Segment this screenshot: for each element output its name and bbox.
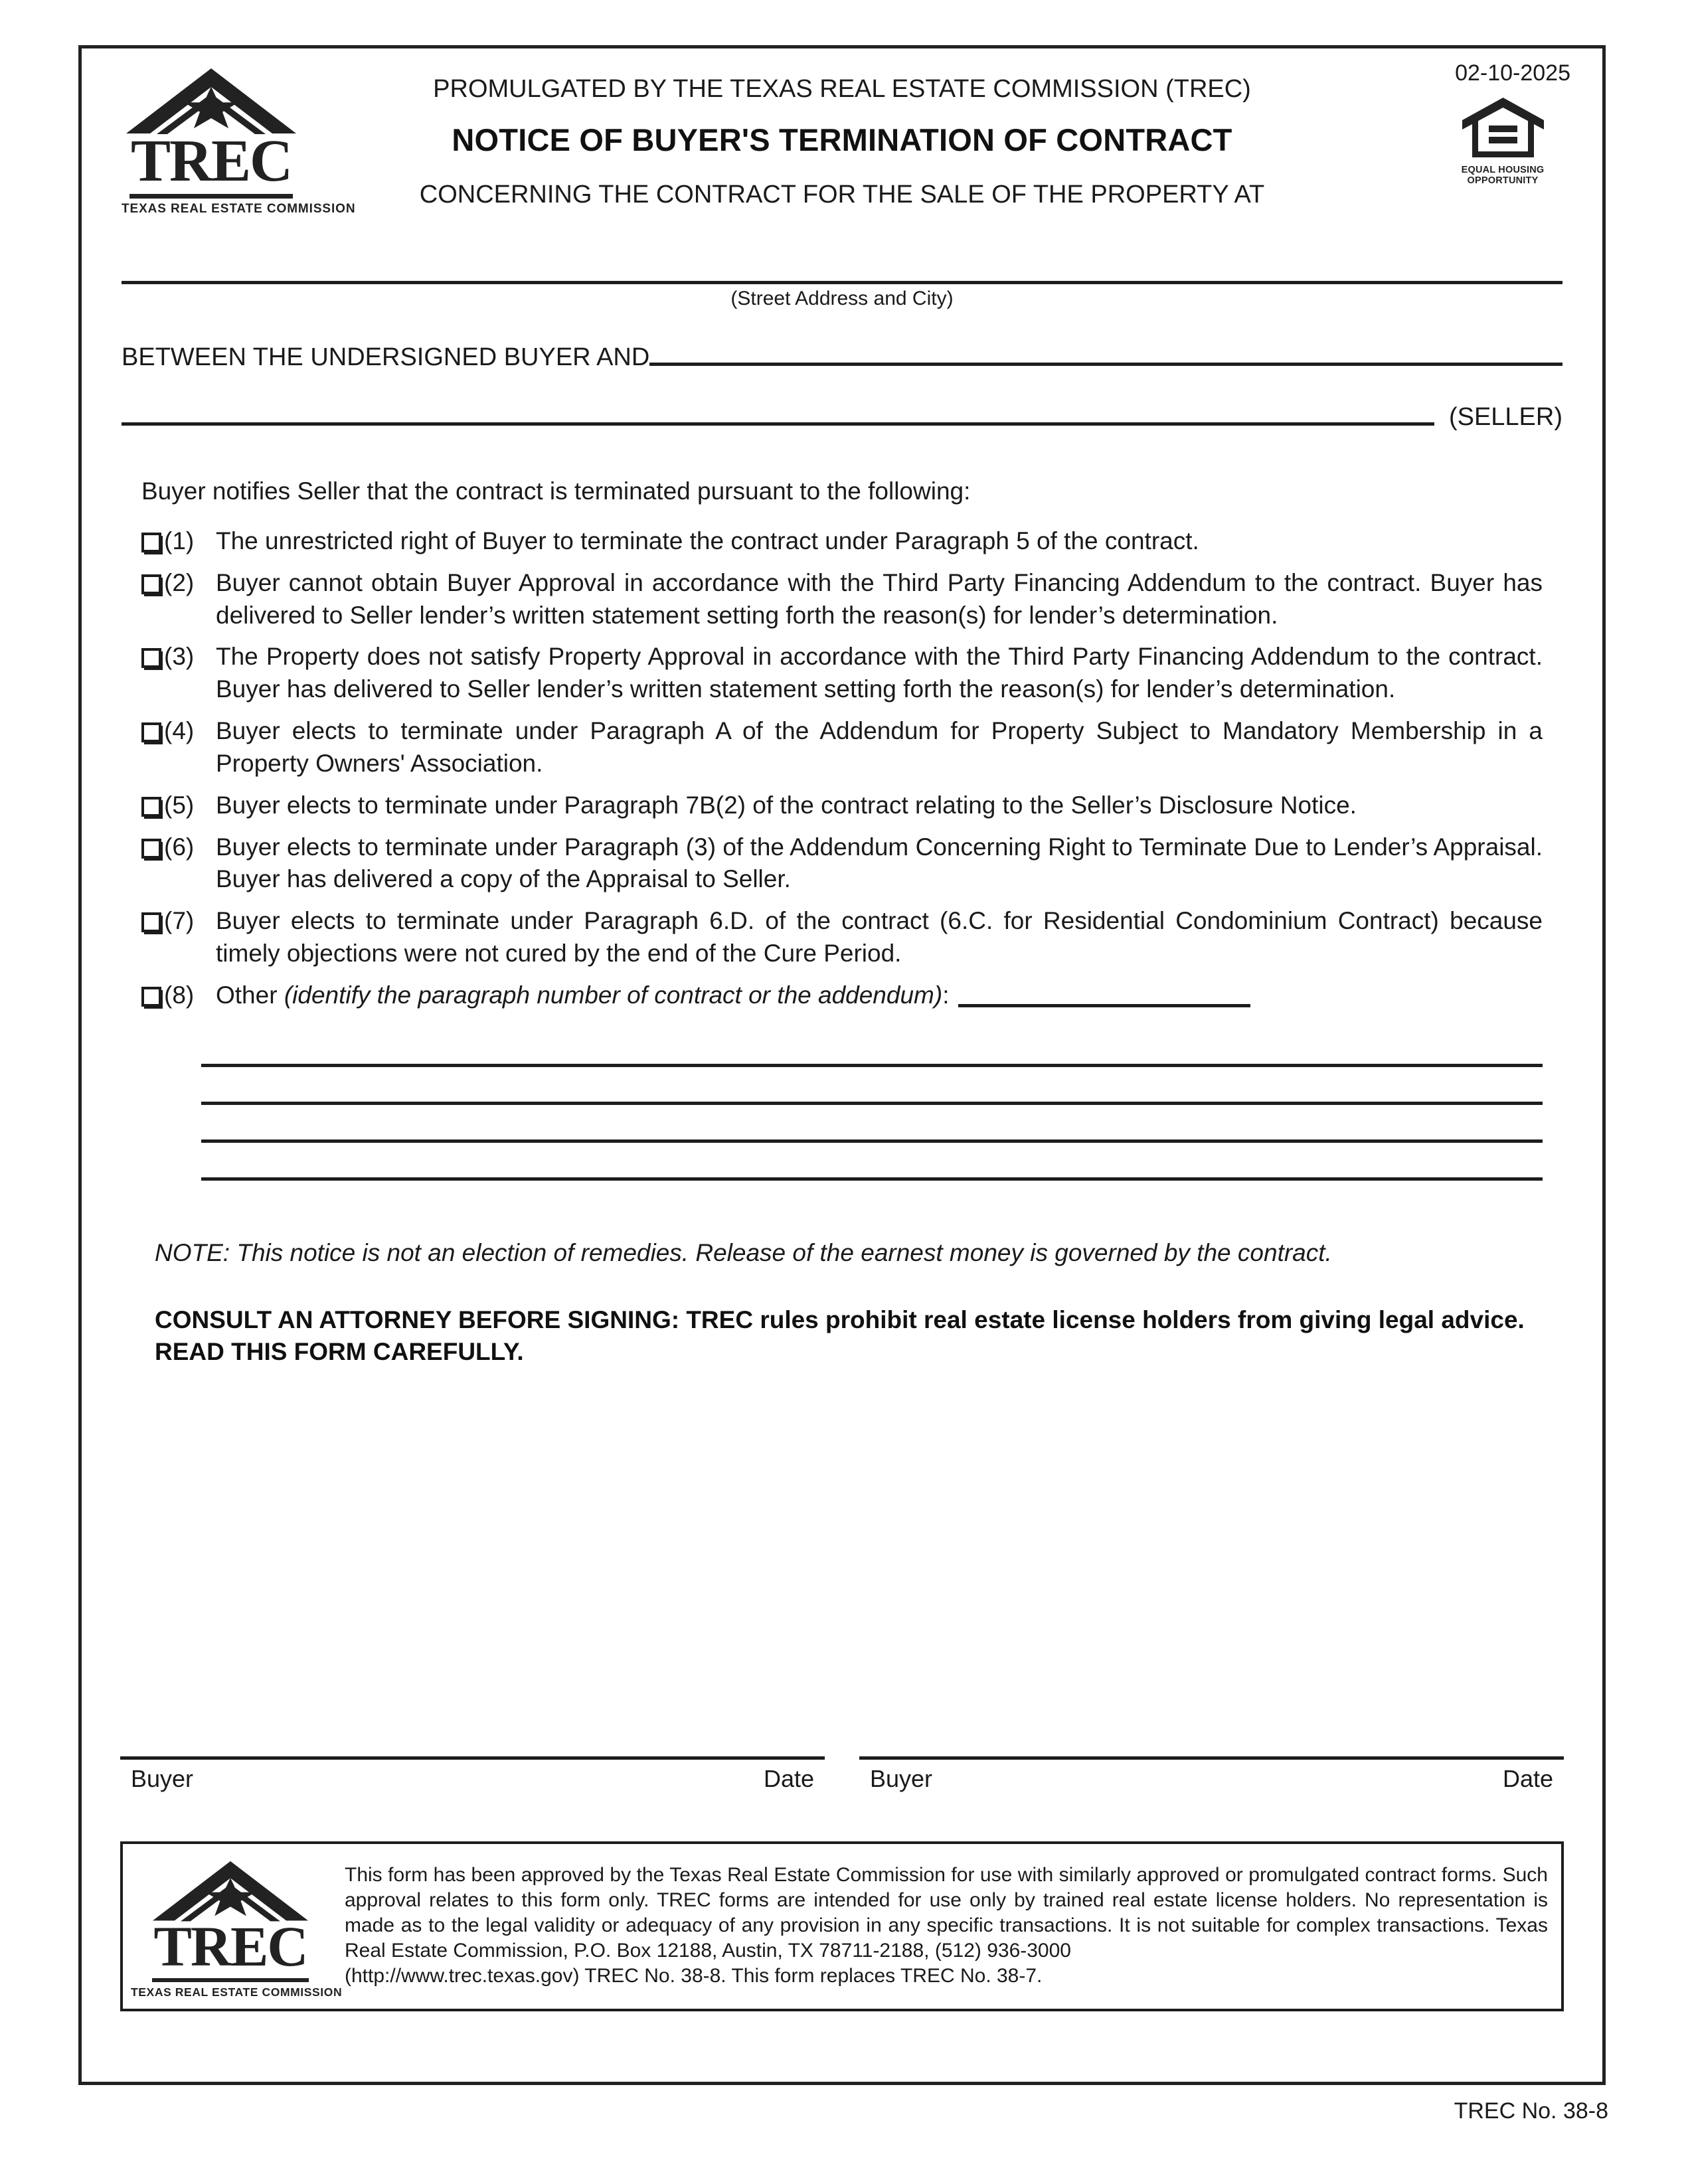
seller-name-input-line[interactable]: [649, 363, 1562, 366]
other-writein-lines: [201, 1029, 1543, 1181]
item-8-suffix: :: [942, 981, 950, 1009]
equal-housing-opportunity-logo: [1443, 96, 1562, 186]
eho-caption-line1: EQUAL HOUSING: [1461, 165, 1545, 175]
seller-row: [122, 404, 1562, 430]
other-reason-input-line[interactable]: [958, 1004, 1250, 1007]
item-number-6: (6): [164, 833, 195, 861]
list-item[interactable]: [141, 715, 1543, 780]
signature-column-1: [120, 1756, 825, 1793]
footer-disclaimer-box: [120, 1841, 1564, 2011]
checkbox-item-2[interactable]: [141, 574, 161, 594]
trec-logo-rule: [129, 194, 293, 199]
item-number-8: (8): [164, 981, 195, 1009]
bottom-form-number: TREC No. 38-8: [1454, 2098, 1608, 2124]
list-item[interactable]: [141, 905, 1543, 970]
item-8-prefix: Other: [216, 981, 284, 1009]
page-title: NOTICE OF BUYER'S TERMINATION OF CONTRACT: [452, 122, 1232, 157]
item-number-7: (7): [164, 907, 195, 935]
footer-disclaimer-text: [330, 1851, 1553, 1999]
item-number-4: (4): [164, 717, 195, 745]
footer-trec-logo: [131, 1851, 343, 1999]
footer-trec-logo-subtitle: TEXAS REAL ESTATE COMMISSION: [131, 1985, 343, 1999]
note-paragraph: NOTE: This notice is not an election of remedies. Release of the earnest money is governed by the contract.: [155, 1238, 1332, 1266]
item-number-1: (1): [164, 527, 195, 554]
between-buyer-row: [122, 345, 1562, 370]
item-number-3: (3): [164, 643, 195, 671]
item-text-2: Buyer cannot obtain Buyer Approval in accordance with the Third Party Financing Addendum to the contract. Buyer has delivered to Seller lender’s written statement setting forth the reason(s) for lender’s determination.: [216, 568, 1543, 629]
checkbox-item-8[interactable]: [141, 987, 161, 1007]
property-address-caption: (Street Address and City): [730, 288, 954, 309]
item-text-6: Buyer elects to terminate under Paragraph (3) of the Addendum Concerning Right to Terminate Due to Lender’s Appraisal. Buyer has delivered a copy of the Appraisal to Seller.: [216, 833, 1543, 893]
trec-logo: [122, 67, 356, 216]
footer-body-text: This form has been approved by the Texas Real Estate Commission for use with similarly approved or promulgated contract forms. Such approval relates to this form only. TREC forms are intended for use only by trained real estate license holders. No representation is made as to the legal validity or adequacy of any provision in any specific transactions. It is not suitable for complex transactions. Texas Real Estate Commission, P.O. Box 12188, Austin, TX 78711-2188, (512) 936-3000: [345, 1864, 1548, 1962]
page-border: [78, 45, 1606, 2085]
house-equals-icon: [1462, 96, 1545, 159]
signature-labels-2: [859, 1760, 1564, 1793]
writein-line-3[interactable]: [201, 1105, 1543, 1143]
promulgated-by-line: PROMULGATED BY THE TEXAS REAL ESTATE COMMISSION (TREC): [433, 75, 1251, 103]
concerning-line: CONCERNING THE CONTRACT FOR THE SALE OF THE PROPERTY AT: [419, 180, 1265, 209]
signature-block: [82, 1756, 1602, 1793]
checkbox-item-1[interactable]: [141, 533, 161, 552]
header-center-block: [301, 75, 1383, 209]
buyer-label-2: Buyer: [870, 1765, 933, 1792]
intro-paragraph: Buyer notifies Seller that the contract is terminated pursuant to the following:: [141, 477, 971, 505]
date-label-2: Date: [1502, 1765, 1553, 1792]
between-buyer-label: BETWEEN THE UNDERSIGNED BUYER AND: [122, 343, 650, 371]
signature-labels-1: [120, 1760, 825, 1793]
date-label-1: Date: [763, 1765, 814, 1792]
list-item[interactable]: [141, 979, 1543, 1012]
writein-line-1[interactable]: [201, 1029, 1543, 1067]
item-text-5: Buyer elects to terminate under Paragraph 7B(2) of the contract relating to the Seller’s Disclosure Notice.: [216, 791, 1357, 819]
item-text-1: The unrestricted right of Buyer to terminate the contract under Paragraph 5 of the contract.: [216, 527, 1199, 554]
item-text-4: Buyer elects to terminate under Paragraph A of the Addendum for Property Subject to Mandatory Membership in a Property Owners' Association.: [216, 717, 1543, 777]
checkbox-item-4[interactable]: [141, 722, 161, 742]
buyer-label-1: Buyer: [131, 1765, 194, 1792]
seller-label: (SELLER): [1448, 403, 1562, 431]
list-item[interactable]: [141, 831, 1543, 896]
seller-name-input-line-2[interactable]: [122, 422, 1434, 426]
list-item[interactable]: [141, 525, 1543, 558]
item-number-2: (2): [164, 568, 195, 596]
form-body: [82, 281, 1602, 1368]
list-item[interactable]: [141, 790, 1543, 822]
signature-column-2: [859, 1756, 1564, 1793]
property-address-input-line[interactable]: [122, 281, 1562, 284]
writein-line-2[interactable]: [201, 1067, 1543, 1105]
consult-attorney-warning: CONSULT AN ATTORNEY BEFORE SIGNING: TREC rules prohibit real estate license holders from giving legal advice. READ THIS FORM CAREFULLY.: [155, 1305, 1525, 1365]
trec-logo-word: TREC: [130, 128, 292, 194]
trec-logo-subtitle: TEXAS REAL ESTATE COMMISSION: [122, 201, 356, 216]
eho-caption-line2: OPPORTUNITY: [1467, 175, 1539, 187]
item-number-5: (5): [164, 791, 195, 819]
termination-reason-list: [141, 525, 1543, 1012]
footer-url-and-form-number: (http://www.trec.texas.gov) TREC No. 38-8. This form replaces TREC No. 38-7.: [345, 1965, 1043, 1987]
footer-trec-logo-rule: [152, 1978, 309, 1982]
checkbox-item-6[interactable]: [141, 839, 161, 859]
item-text-8: [216, 979, 1543, 1012]
footer-trec-logo-word: TREC: [153, 1914, 307, 1978]
property-address-field-row: [122, 281, 1562, 310]
checkbox-item-3[interactable]: [141, 648, 161, 668]
revision-date: 02-10-2025: [1455, 60, 1570, 86]
checkbox-item-7[interactable]: [141, 912, 161, 932]
list-item[interactable]: [141, 567, 1543, 632]
item-text-7: Buyer elects to terminate under Paragraph 6.D. of the contract (6.C. for Residential Condominium Contract) because timely objections were not cured by the end of the Cure Period.: [216, 907, 1543, 967]
checkbox-item-5[interactable]: [141, 797, 161, 817]
trec-roof-star-icon: [125, 67, 297, 137]
eho-caption: [1443, 165, 1562, 186]
writein-line-4[interactable]: [201, 1143, 1543, 1181]
form-header: [82, 48, 1602, 281]
item-8-italic-hint: (identify the paragraph number of contract or the addendum): [284, 981, 943, 1009]
list-item[interactable]: [141, 641, 1543, 706]
item-text-3: The Property does not satisfy Property Approval in accordance with the Third Party Financing Addendum to the contract. Buyer has delivered to Seller lender’s written statement setting forth the reason(s) for lender’s determination.: [216, 643, 1543, 703]
